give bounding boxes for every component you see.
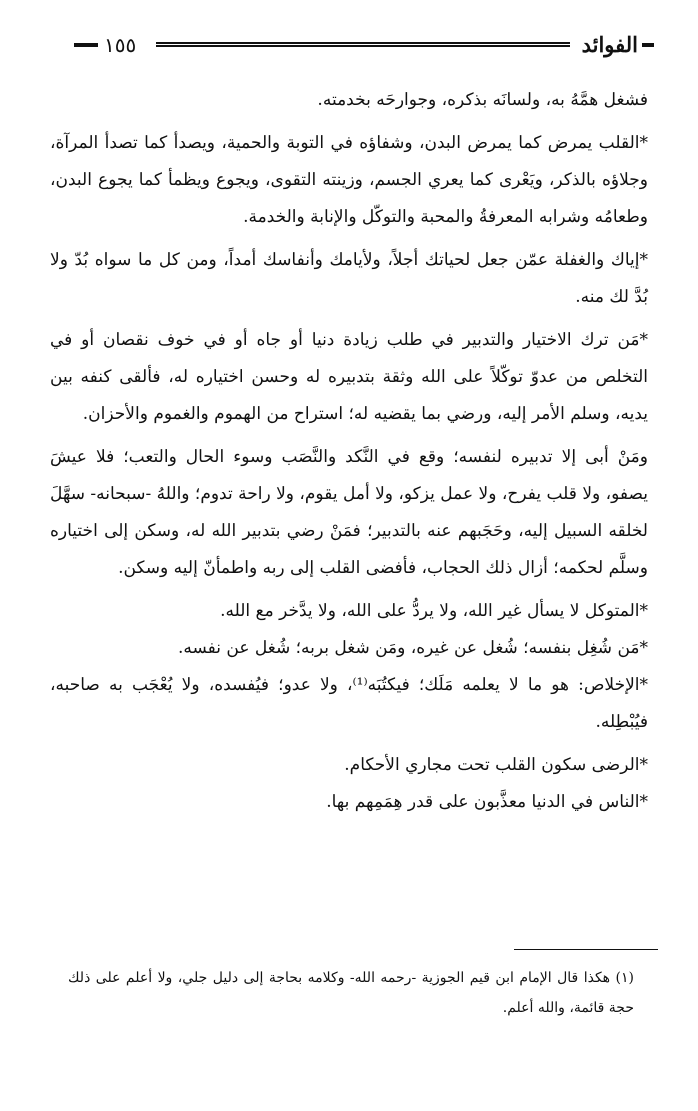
- paragraph: ومَنْ أبى إلا تدبيره لنفسه؛ وقع في النَّكد والنَّصَب وسوء الحال والتعب؛ فلا عيشَ يصفو، ولا قلب يفرح، ولا عمل يزكو، ولا أمل يقوم، ولا راحة تدوم؛ واللهُ -سبحانه- سهَّلَ لخلقه السبيل إليه، وحَجَبهم عنه بالتدبير؛ فمَنْ رضي بتدبير الله له، وسكن إلى اختياره وسلَّم لحكمه؛ أزال ذلك الحجاب، فأفضى القلب إلى ربه واطمأنّ إليه وسكن.: [50, 447, 648, 578]
- paragraph: فشغل همَّهُ به، ولسانَه بذكره، وجوارحَه بخدمته.: [317, 90, 648, 110]
- paragraph: *الإخلاص: هو ما لا يعلمه مَلَك؛ فيكتُبَه⁽¹⁾، ولا عدو؛ فيُفسده، ولا يُعْجَب به صاحبه، فيُبْطِله.: [50, 675, 648, 732]
- paragraph: *المتوكل لا يسأل غير الله، ولا يردُّ على الله، ولا يدَّخر مع الله.: [220, 601, 648, 621]
- paragraph: *مَن شُغِل بنفسه؛ شُغل عن غيره، ومَن شغل بربه؛ شُغل عن نفسه.: [177, 638, 648, 658]
- paragraph: *إياك والغفلة عمّن جعل لحياتك أجلاً، ولأيامك وأنفاسك أمداً، ومن كل ما سواه بُدّ ولا بُدَّ لك منه.: [50, 250, 648, 307]
- footnote-separator: [514, 949, 658, 950]
- paragraph: *الرضى سكون القلب تحت مجاري الأحكام.: [344, 755, 648, 775]
- header-dash-right: [642, 43, 654, 47]
- running-header: [74, 30, 654, 60]
- header-rule: [156, 42, 570, 47]
- footnote: [68, 963, 634, 1023]
- page-number: ١٥٥: [104, 33, 137, 57]
- paragraph: *الناس في الدنيا معذَّبون على قدر هِمَمِهم بها.: [326, 792, 648, 812]
- header-dash-left: [74, 43, 98, 47]
- book-title: الفوائد: [581, 32, 638, 57]
- footnote-text: (١) هكذا قال الإمام ابن قيم الجوزية -رحمه الله- وكلامه بحاجة إلى دليل جلي، ولا أعلم على ذلك حجة قائمة، والله أعلم.: [68, 970, 634, 1016]
- paragraph: *مَن ترك الاختيار والتدبير في طلب زيادة دنيا أو جاه أو في خوف نقصان أو في التخلص من عدوّ توكّلاً على الله وثقة بتدبيره له وحسن اختياره له، فألقى كنفه بين يديه، وسلم الأمر إليه، ورضي بما يقضيه له؛ استراح من الهموم والغموم والأحزان.: [50, 330, 648, 424]
- paragraph: *القلب يمرض كما يمرض البدن، وشفاؤه في التوبة والحمية، ويصدأ كما تصدأ المرآة، وجلاؤه بالذكر، ويَعْرى كما يعري الجسم، وزينته التقوى، ويجوع ويظمأ كما يجوع البدن، وطعامُه وشرابه المعرفةُ والمحبة والتوكّل والإنابة والخدمة.: [50, 133, 648, 227]
- body-text: [50, 82, 648, 821]
